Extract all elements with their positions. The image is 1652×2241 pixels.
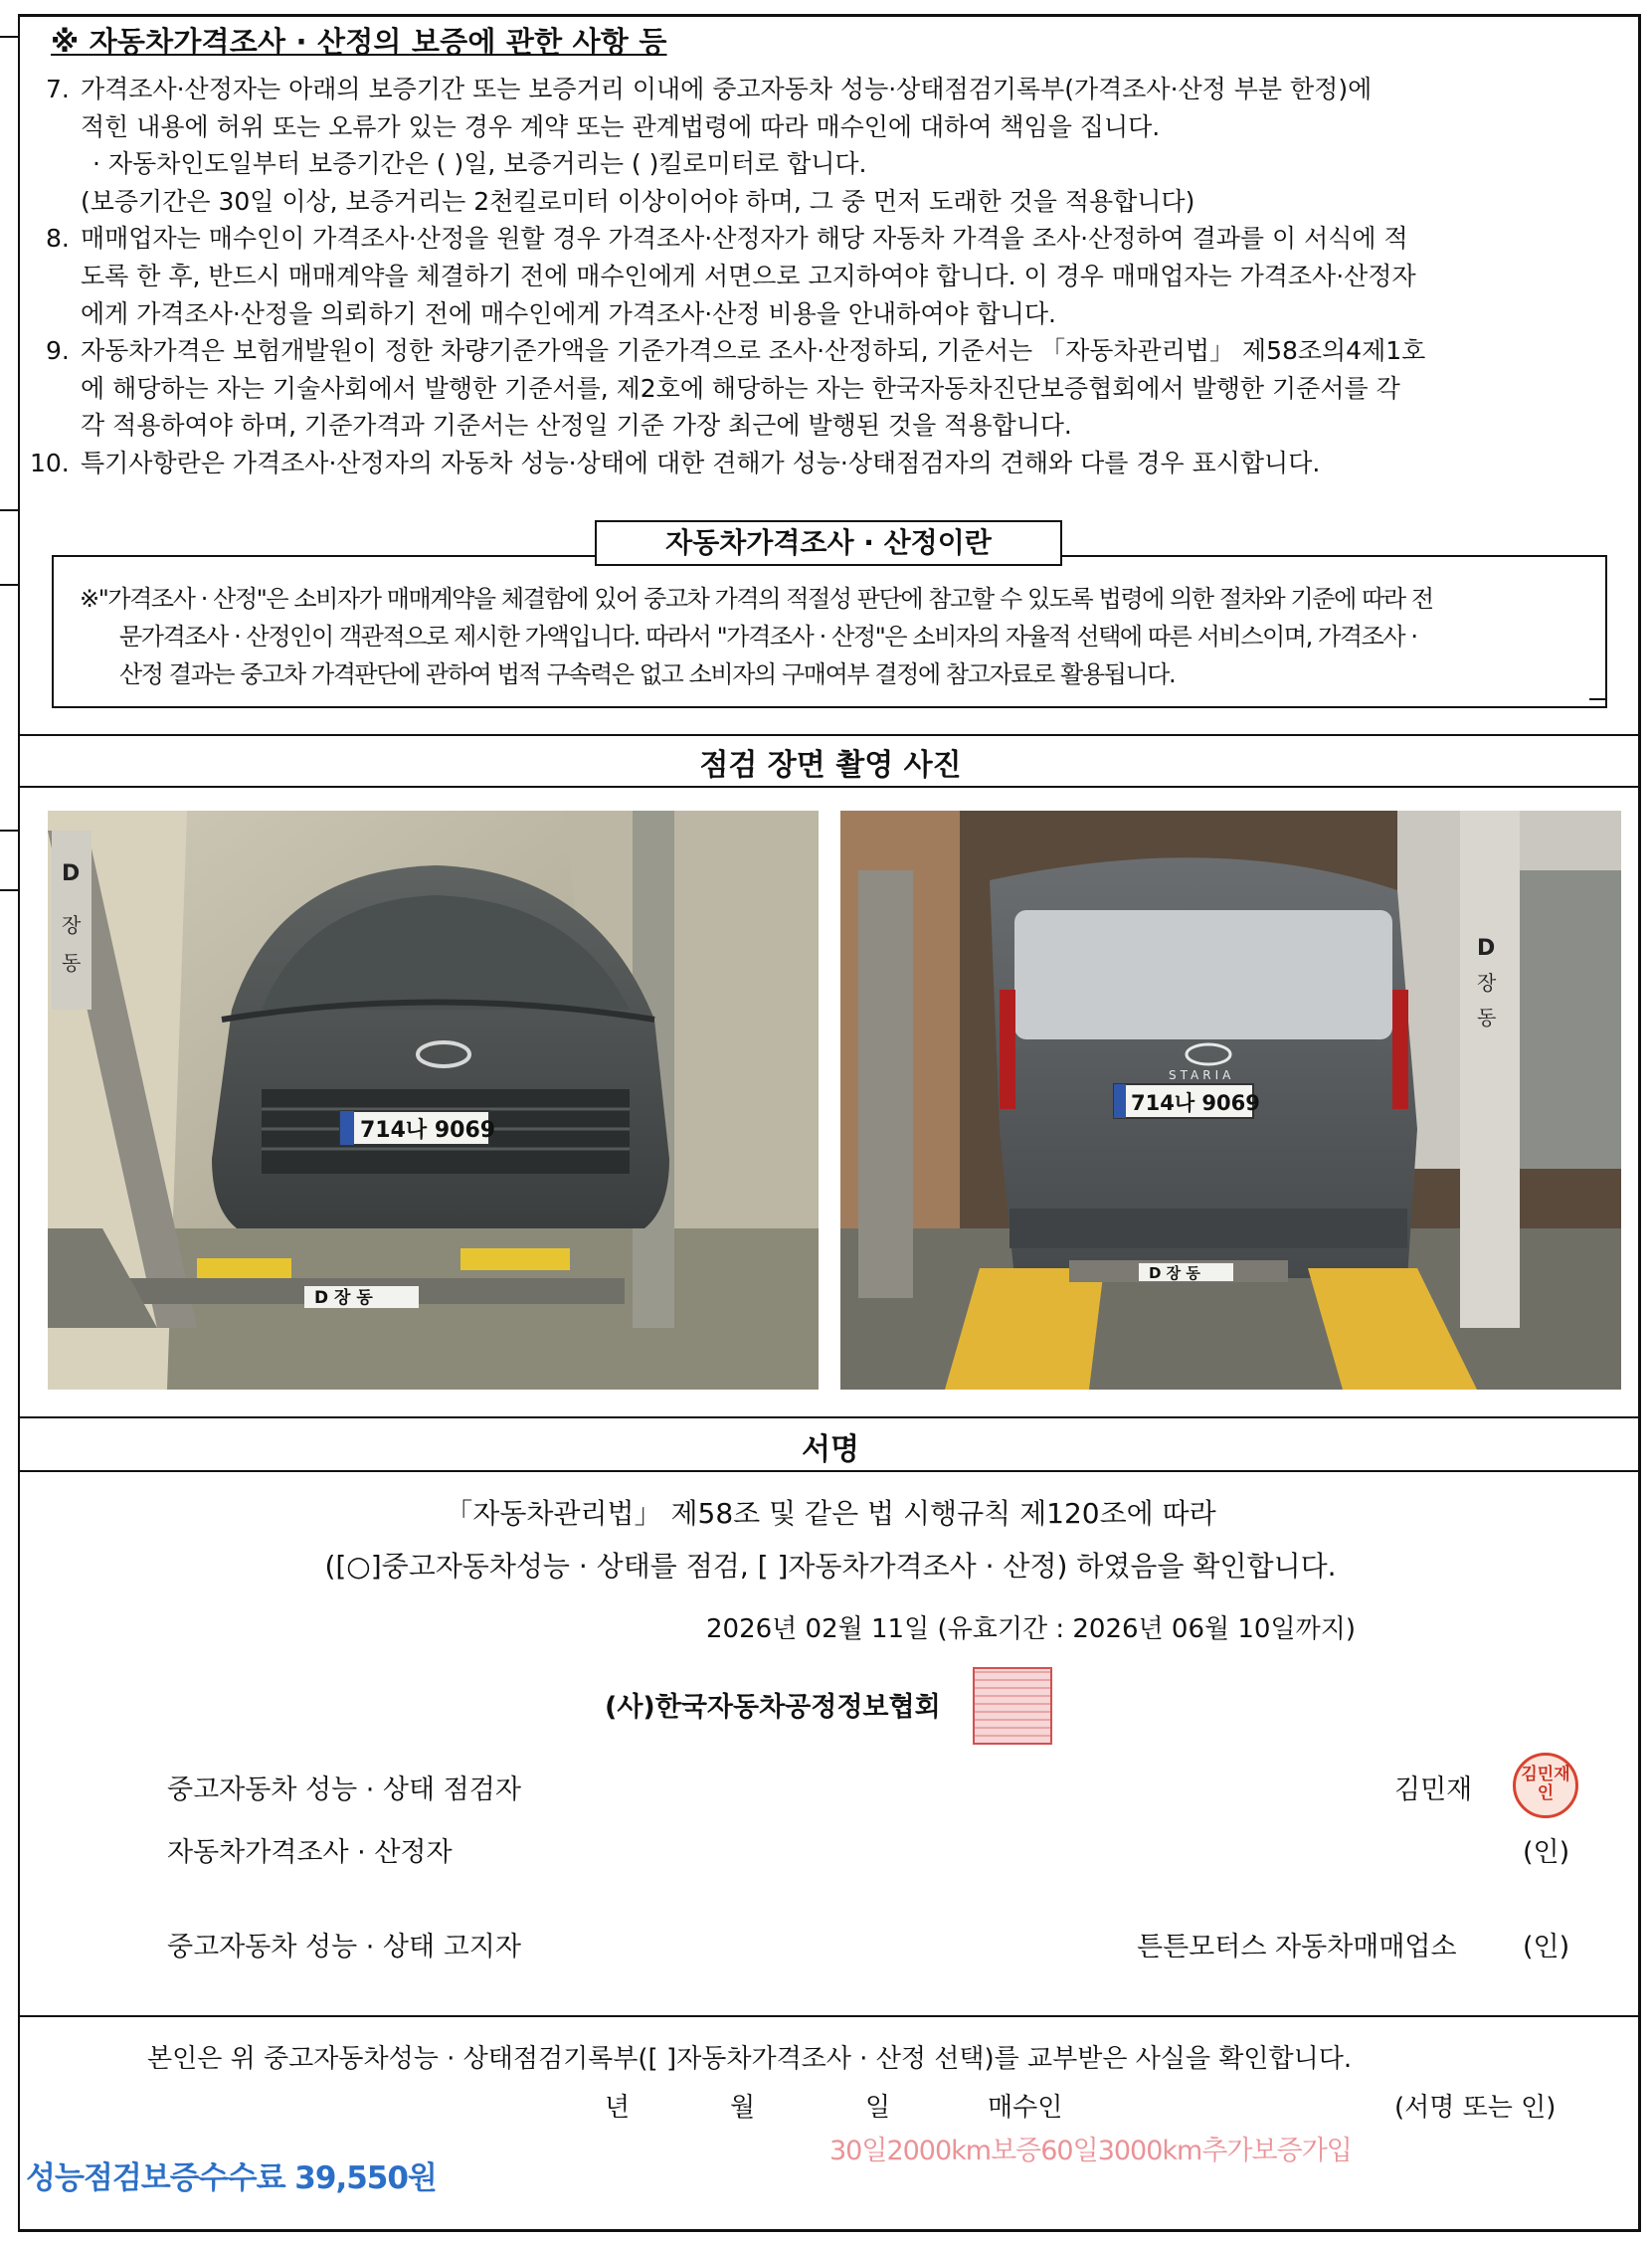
definition-line: 문가격조사 · 산정인이 객관적으로 제시한 가액입니다. 따라서 "가격조사 · 산정"은 소비자의 자율적 선택에 따른 서비스이며, 가격조사 ·	[119, 623, 1417, 651]
issue-date: 2026년 02월 11일 (유효기간 : 2026년 06월 10일까지)	[706, 1614, 1356, 1644]
item-line: 매매업자는 매수인이 가격조사·산정을 원할 경우 가격조사·산정자가 해당 자동차 가격을 조사·산정하여 결과를 이 서식에 적	[81, 224, 1408, 254]
receipt-statement: 본인은 위 중고자동차성능 · 상태점검기록부([ ]자동차가격조사 · 산정 선택)를 교부받은 사실을 확인합니다.	[147, 2044, 1353, 2074]
item-8	[34, 220, 1625, 332]
warranty-title: ※ 자동차가격조사 · 산정의 보증에 관한 사항 등	[51, 25, 667, 59]
notifier-seal: (인)	[1523, 1932, 1570, 1962]
lift-bar-label: D 장 동	[314, 1288, 373, 1308]
definition-title: 자동차가격조사 · 산정이란	[595, 520, 1062, 566]
association-name: (사)한국자동차공정정보협회	[605, 1692, 941, 1723]
left-margin-strip	[0, 14, 20, 2232]
signature-title: 서명	[802, 1432, 859, 1467]
margin-tick	[0, 36, 20, 38]
warranty-section	[30, 20, 1625, 482]
item-number: 9.	[46, 336, 70, 366]
inspection-fee: 성능점검보증수수료 39,550원	[26, 2160, 437, 2196]
item-10	[30, 445, 1625, 482]
item-7	[34, 71, 1625, 220]
notifier-name: 튼튼모터스 자동차매매업소	[1137, 1932, 1457, 1962]
item-number: 8.	[46, 224, 70, 254]
definition-line: 산정 결과는 중고차 가격판단에 관하여 법적 구속력은 없고 소비자의 구매여부 결정에 참고자료로 활용됩니다.	[119, 660, 1176, 688]
license-plate: 714나 9069	[360, 1118, 496, 1143]
pillar-label: 동	[1477, 1006, 1497, 1029]
margin-tick	[0, 830, 20, 832]
item-number: 10.	[30, 448, 70, 477]
sign-or-seal: (서명 또는 인)	[1394, 2093, 1557, 2123]
photos-title: 점검 장면 촬영 사진	[699, 748, 962, 783]
association-seal	[973, 1667, 1052, 1745]
pillar-label: 장	[62, 913, 82, 937]
section-divider	[20, 786, 1641, 788]
margin-tick	[0, 509, 20, 511]
margin-tick	[0, 584, 20, 586]
item-9	[34, 332, 1625, 445]
section-divider	[20, 2015, 1641, 2017]
pillar-label: 장	[1477, 971, 1497, 995]
item-line: 자동차가격은 보험개발원이 정한 차량기준가액을 기준가격으로 조사·산정하되, 기준서는 「자동차관리법」 제58조의4제1호	[81, 336, 1426, 366]
divider-dash	[1589, 698, 1605, 700]
notifier-label: 중고자동차 성능 · 상태 고지자	[167, 1932, 521, 1962]
item-line: · 자동차인도일부터 보증기간은 ( )일, 보증거리는 ( )킬로미터로 합니다.	[92, 149, 867, 179]
item-line: 특기사항란은 가격조사·산정자의 자동차 성능·상태에 대한 견해가 성능·상태점검자의 견해와 다를 경우 표시합니다.	[81, 448, 1321, 477]
lift-bar-label: D 장 동	[1149, 1264, 1200, 1282]
appraiser-seal: (인)	[1523, 1837, 1570, 1868]
warranty-items	[30, 71, 1625, 482]
definition-text	[80, 580, 1581, 693]
model-badge: STARIA	[1169, 1068, 1235, 1082]
item-line: 가격조사·산정자는 아래의 보증기간 또는 보증거리 이내에 중고자동차 성능·상태점검기록부(가격조사·산정 부분 한정)에	[81, 75, 1373, 103]
front-inspection-photo	[48, 811, 819, 1390]
inspector-label: 중고자동차 성능 · 상태 점검자	[167, 1774, 521, 1805]
inspector-name: 김민재	[1394, 1774, 1473, 1805]
inspector-seal: 김민재인	[1513, 1753, 1578, 1818]
section-divider	[20, 1470, 1641, 1472]
license-plate: 714나 9069	[1131, 1091, 1260, 1115]
item-line: 적힌 내용에 허위 또는 오류가 있는 경우 계약 또는 관계법령에 따라 매수인에 대하여 책임을 집니다.	[81, 111, 1161, 141]
handwritten-note: 30일2000km보증60일3000km추가보증가입	[829, 2136, 1352, 2166]
law-reference: 「자동차관리법」 제58조 및 같은 법 시행규칙 제120조에 따라	[445, 1497, 1216, 1530]
section-divider	[20, 1416, 1641, 1418]
receipt-month: 월	[730, 2093, 756, 2123]
confirmation-statement: ([○]중고자동차성능 · 상태를 점검, [ ]자동차가격조사 · 산정) 하였음을 확인합니다.	[324, 1550, 1337, 1583]
pillar-label: D	[62, 861, 81, 886]
definition-line: ※"가격조사 · 산정"은 소비자가 매매계약을 체결함에 있어 중고차 가격의 적절성 판단에 참고할 수 있도록 법령에 의한 절차와 기준에 따라 전	[80, 585, 1433, 613]
item-line: 각 적용하여야 하며, 기준가격과 기준서는 산정일 기준 가장 최근에 발행된 것을 적용합니다.	[81, 411, 1072, 441]
section-divider	[20, 734, 1641, 736]
appraiser-label: 자동차가격조사 · 산정자	[167, 1837, 453, 1868]
margin-tick	[0, 889, 20, 891]
item-line: 도록 한 후, 반드시 매매계약을 체결하기 전에 매수인에게 서면으로 고지하여야 합니다. 이 경우 매매업자는 가격조사·산정자	[81, 261, 1416, 290]
pillar-label: 동	[62, 951, 82, 975]
pillar-label: D	[1477, 936, 1496, 961]
rear-inspection-photo	[840, 811, 1621, 1390]
receipt-year: 년	[605, 2093, 631, 2123]
buyer-label: 매수인	[988, 2093, 1063, 2123]
receipt-day: 일	[865, 2093, 891, 2123]
item-number: 7.	[46, 75, 70, 103]
item-line: 에 해당하는 자는 기술사회에서 발행한 기준서를, 제2호에 해당하는 자는 한국자동차진단보증협회에서 발행한 기준서를 각	[81, 373, 1400, 403]
item-line: (보증기간은 30일 이상, 보증거리는 2천킬로미터 이상이어야 하며, 그 중 먼저 도래한 것을 적용합니다)	[81, 186, 1195, 216]
item-line: 에게 가격조사·산정을 의뢰하기 전에 매수인에게 가격조사·산정 비용을 안내하여야 합니다.	[81, 298, 1056, 328]
